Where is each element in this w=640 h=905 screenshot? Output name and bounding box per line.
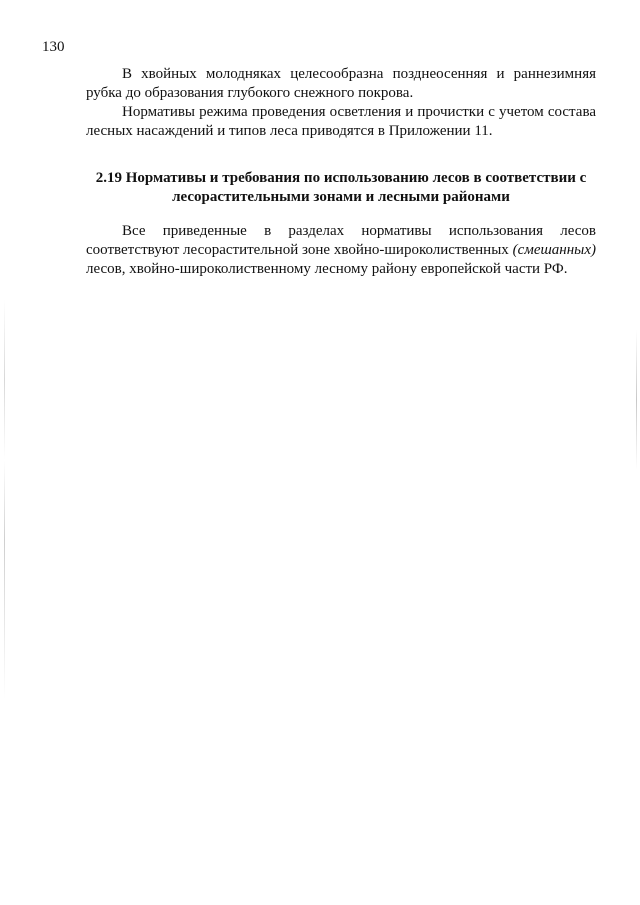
section-2-text [86, 222, 596, 279]
scan-edge-artifact-left [4, 300, 5, 700]
section-heading-2-19: 2.19 Нормативы и требования по использованию лесов в соответствии с лесорастительными зонами и лесными районами [95, 170, 587, 205]
paragraph-forest-zone-italic: (смешанных) [512, 242, 596, 258]
paragraph-forest-zone [86, 222, 596, 279]
paragraph-forest-zone-part-1: Все приведенные в разделах нормативы использования лесов соответствуют лесорастительной зоне хвойно-широколиственных [86, 223, 596, 258]
paragraph-norms-reference: Нормативы режима проведения осветления и прочистки с учетом состава лесных насаждений и типов леса приводятся в Приложении 11. [86, 104, 596, 139]
scan-edge-artifact-right [636, 330, 637, 470]
page-number: 130 [42, 39, 65, 55]
paragraph-felling-timing: В хвойных молодняках целесообразна позднеосенняя и раннезимняя рубка до образования глубокого снежного покрова. [86, 66, 596, 101]
section-1-text [86, 65, 596, 141]
paragraph-forest-zone-part-2: лесов, хвойно-широколиственному лесному району европейской части РФ. [86, 261, 568, 277]
